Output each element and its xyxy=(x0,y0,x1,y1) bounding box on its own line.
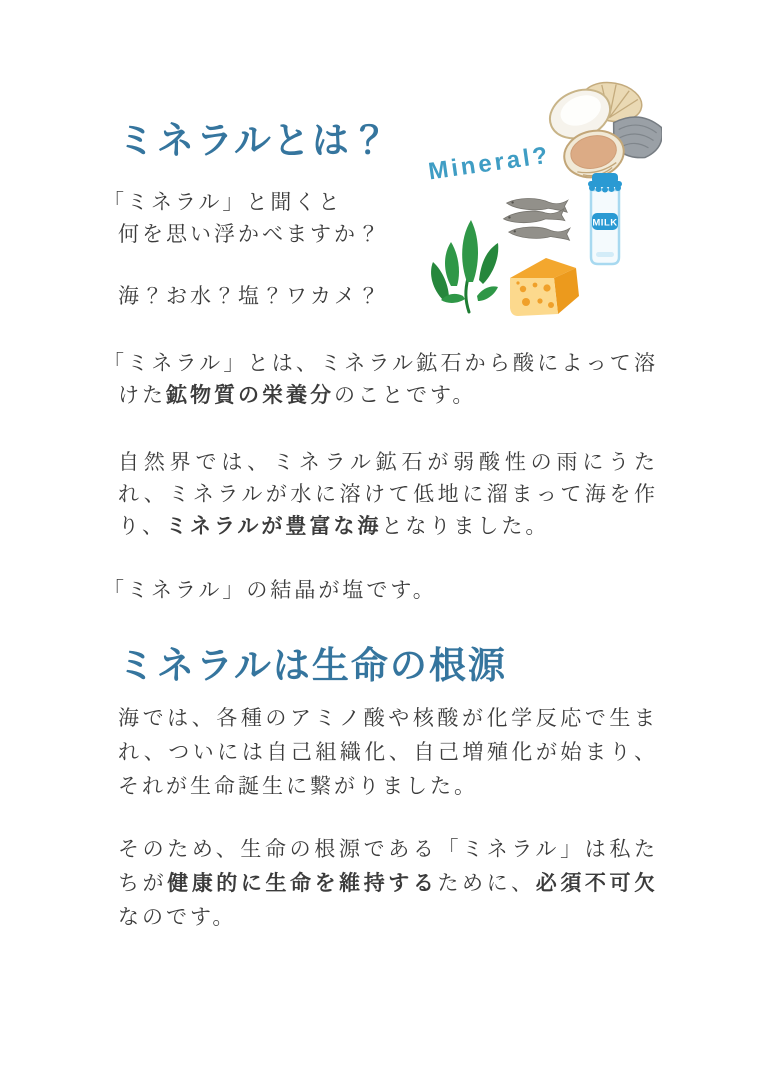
shellfish-icon xyxy=(542,80,662,180)
heading-minerals-source-of-life: ミネラルは生命の根源 xyxy=(118,646,507,687)
intro-line2: 何を思い浮かべますか？ xyxy=(118,222,382,246)
nature-bold-text: ミネラルが豊富な海 xyxy=(166,514,382,538)
milk-label-text: MILK xyxy=(592,217,618,229)
essential-text-end: なのです。 xyxy=(118,905,237,929)
mineral-handwriting-label: Mineral? xyxy=(426,141,552,186)
essential-text: そのため、生命の根源である「ミネラル」は私たちが xyxy=(118,837,658,895)
intro-question-paragraph xyxy=(103,186,658,250)
definition-text: 「ミネラル」とは、ミネラル鉱石から酸によって溶けた xyxy=(103,351,658,407)
salt-paragraph: 「ミネラル」の結晶が塩です。 xyxy=(103,578,437,602)
essential-bold-health: 健康的に生命を維持する xyxy=(167,871,438,895)
definition-text-end: のことです。 xyxy=(334,383,477,407)
intro-line1: 「ミネラル」と聞くと xyxy=(103,190,343,214)
essential-text-mid: ために、 xyxy=(437,871,536,895)
nature-paragraph xyxy=(118,446,658,542)
heading-what-are-minerals: ミネラルとは？ xyxy=(118,121,390,162)
essential-paragraph xyxy=(118,832,658,934)
nature-text-end: となりました。 xyxy=(381,514,550,538)
life-origin-paragraph: 海では、各種のアミノ酸や核酸が化学反応で生まれ、ついには自己組織化、自己増殖化が始まり、それが生命誕生に繋がりました。 xyxy=(118,706,658,798)
essential-bold-indispensable: 必須不可欠 xyxy=(535,871,659,895)
nature-text: 自然界では、ミネラル鉱石が弱酸性の雨にうたれ、ミネラルが水に溶けて低地に溜まって海を作り、 xyxy=(118,450,658,538)
definition-paragraph xyxy=(103,347,658,411)
examples-paragraph: 海？お水？塩？ワカメ？ xyxy=(118,284,382,308)
definition-bold-text: 鉱物質の栄養分 xyxy=(166,383,334,407)
